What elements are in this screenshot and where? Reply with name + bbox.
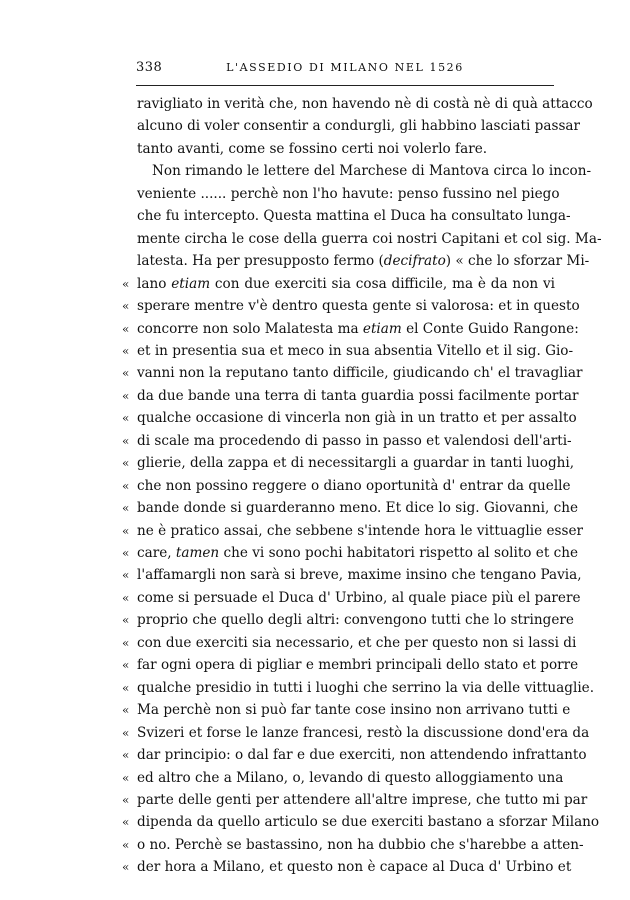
quote-mark: « (122, 299, 130, 314)
text-segment: tanto avanti, come se fossino certi noi volerlo fare. (137, 140, 488, 157)
text-line (122, 634, 577, 653)
running-header (136, 60, 554, 80)
text-line (122, 522, 584, 541)
text-segment: der hora a Milano, et questo non è capace al Duca d' Urbino et (137, 859, 572, 876)
text-segment: bande donde si guarderanno meno. Et dice lo sig. Giovanni, che (137, 500, 579, 517)
text-line (122, 566, 582, 585)
text-line (137, 117, 581, 136)
quote-mark: « (122, 456, 130, 471)
text-line (137, 95, 593, 114)
text-line (122, 724, 590, 743)
text-segment: ) « che lo sforzar Mi- (445, 253, 590, 270)
text-line (122, 544, 579, 563)
text-line (122, 858, 572, 877)
quote-mark: « (122, 343, 130, 358)
text-segment: ne è pratico assai, che sebbene s'intende hora le vittuaglie esser (137, 522, 584, 539)
text-segment: parte delle genti per attendere all'altre imprese, che tutto mi par (137, 791, 588, 808)
text-segment: che vi sono pochi habitatori rispetto al solito et che (219, 545, 579, 561)
quote-mark: « (122, 815, 130, 830)
text-line (122, 836, 584, 855)
text-segment: dipenda da quello articulo se due exerciti bastano a sforzar Milano (137, 814, 600, 831)
text-line (137, 140, 555, 159)
text-line (122, 364, 583, 383)
text-segment: sperare mentre v'è dentro questa gente si valorosa: et in questo (137, 298, 580, 315)
text-line (122, 746, 587, 765)
italic-word: decifrato (383, 253, 446, 270)
text-segment: qualche presidio in tutti i luoghi che serrino la via delle vittuaglie. (137, 679, 595, 696)
text-segment: o no. Perchè se bastassino, non ha dubbio che s'harebbe a atten- (137, 836, 584, 853)
text-line (122, 409, 577, 428)
text-line (122, 432, 572, 451)
text-line (122, 454, 575, 473)
text-segment: ed altro che a Milano, o, levando di questo alloggiamento una (137, 769, 564, 786)
running-title: L'ASSEDIO DI MILANO NEL 1526 (226, 61, 464, 74)
quote-mark: « (122, 748, 130, 763)
quote-mark: « (122, 703, 130, 718)
text-segment: care, (137, 545, 176, 561)
text-line (137, 252, 590, 271)
quote-mark: « (122, 613, 130, 628)
italic-word: tamen (175, 545, 220, 561)
text-segment: alcuno di voler consentir a condurgli, gli habbino lasciati passar (137, 118, 581, 135)
text-segment: Ma perchè non si può far tante cose insino non arrivano tutti e (137, 702, 571, 719)
text-line (122, 275, 555, 294)
page-number: 338 (136, 60, 163, 75)
text-segment: latesta. Ha per presupposto fermo ( (137, 253, 384, 270)
quote-mark: « (122, 366, 130, 381)
text-line (122, 611, 574, 630)
quote-mark: « (122, 590, 130, 605)
quote-mark: « (122, 568, 130, 583)
text-line (122, 387, 579, 406)
quote-mark: « (122, 680, 130, 695)
quote-mark: « (122, 388, 130, 403)
text-line (137, 230, 602, 249)
text-segment: concorre non solo Malatesta ma (137, 320, 363, 337)
text-line (122, 589, 581, 608)
text-segment: ravigliato in verità che, non havendo nè di costà nè di quà attacco (137, 96, 593, 112)
text-line (152, 162, 592, 181)
text-line (122, 701, 571, 720)
italic-word: etiam (171, 275, 211, 292)
quote-mark: « (122, 792, 130, 807)
text-segment: qualche occasione di vincerla non già in un tratto et per assalto (137, 410, 577, 427)
text-segment: glierie, della zappa et di necessitargli a guardar in tanti luoghi, (137, 455, 575, 472)
quote-mark: « (122, 501, 130, 516)
quote-mark: « (122, 321, 130, 336)
quote-mark: « (122, 860, 130, 875)
italic-word: etiam (362, 320, 402, 337)
quote-mark: « (122, 546, 130, 560)
text-segment: che fu intercepto. Questa mattina el Duca ha consultato lunga- (137, 208, 571, 225)
text-line (122, 342, 574, 361)
text-segment: di scale ma procedendo di passo in passo et valendosi dell'arti- (137, 432, 572, 449)
text-segment: con due exerciti sia cosa difficile, ma è da non vi (210, 275, 555, 292)
quote-mark: « (122, 478, 130, 493)
text-segment: far ogni opera di pigliar e membri principali dello stato et porre (137, 657, 579, 674)
text-segment: l'affamargli non sarà si breve, maxime insino che tengano Pavia, (137, 567, 582, 584)
text-line (122, 679, 595, 698)
quote-mark: « (122, 276, 130, 291)
text-line (137, 185, 560, 204)
text-segment: con due exerciti sia necessario, et che per questo non si lassi di (137, 634, 577, 651)
text-segment: come si persuade el Duca d' Urbino, al quale piace più el parere (137, 589, 581, 606)
text-line (122, 813, 600, 832)
text-segment: et in presentia sua et meco in sua absentia Vitello et il sig. Gio- (137, 342, 574, 359)
quote-mark: « (122, 433, 130, 448)
text-segment: da due bande una terra di tanta guardia possi facilmente portar (137, 387, 579, 404)
quote-mark: « (122, 725, 130, 740)
text-line (122, 791, 588, 810)
text-segment: Non rimando le lettere del Marchese di Mantova circa lo incon- (152, 163, 592, 180)
text-line (122, 656, 579, 675)
quote-mark: « (122, 837, 130, 852)
text-segment: dar principio: o dal far e due exerciti, non attendendo infrattanto (137, 747, 587, 764)
text-line (122, 499, 579, 518)
quote-mark: « (122, 770, 130, 785)
text-line (122, 769, 564, 788)
text-segment: mente circha le cose della guerra coi nostri Capitani et col sig. Ma- (137, 230, 602, 247)
text-segment: el Conte Guido Rangone: (401, 320, 579, 337)
text-line (122, 297, 580, 316)
header-rule (136, 85, 554, 86)
quote-mark: « (122, 635, 130, 650)
text-segment: che non possino reggere o diano oportunità d' entrar da quelle (137, 477, 571, 494)
text-segment: Svizeri et forse le lanze francesi, restò la discussione dond'era da (137, 724, 590, 741)
text-line (122, 477, 571, 496)
text-segment: vanni non la reputano tanto difficile, giudicando ch' el travagliar (137, 365, 583, 382)
quote-mark: « (122, 411, 130, 426)
text-segment: proprio che quello degli altri: convengono tutti che lo stringere (137, 612, 574, 629)
text-segment: lano (137, 275, 172, 292)
text-segment: veniente ...... perchè non l'ho havute: penso fussino nel piego (137, 185, 560, 202)
quote-mark: « (122, 658, 130, 673)
text-line (137, 207, 571, 226)
quote-mark: « (122, 523, 130, 538)
text-line (122, 320, 579, 339)
